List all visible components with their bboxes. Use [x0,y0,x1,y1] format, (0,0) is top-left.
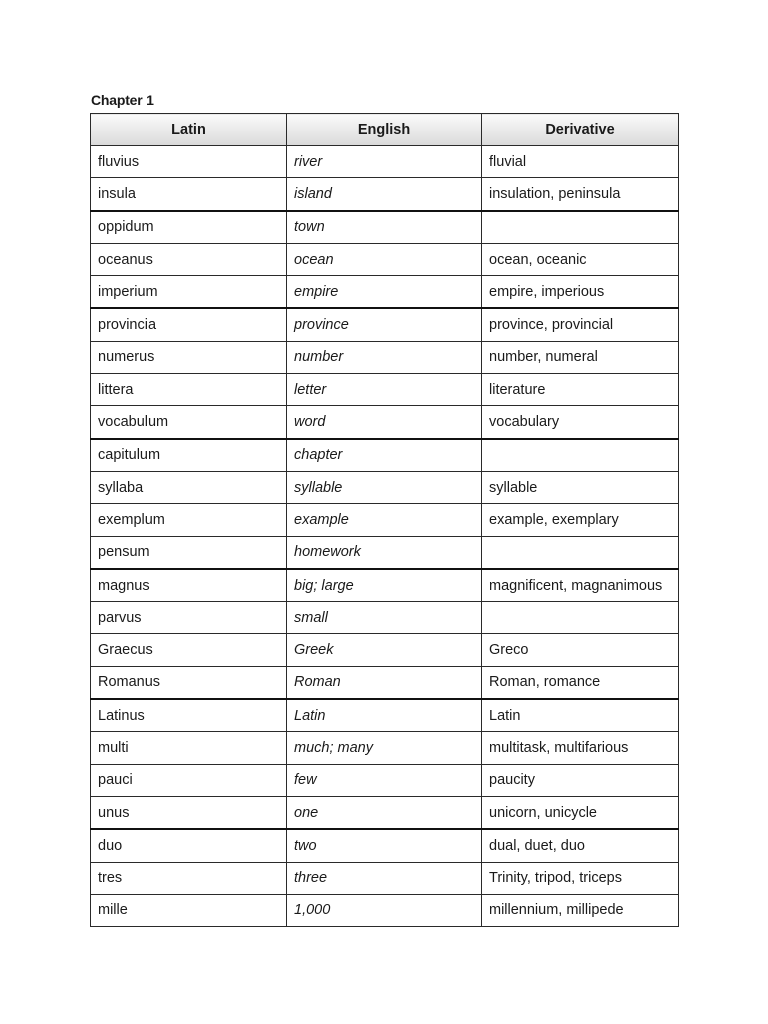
table-row [91,862,679,894]
vocabulary-rows [91,146,679,927]
derivative-cell: province, provincial [482,308,679,341]
latin-column-header: Latin [91,114,287,146]
latin-cell: imperium [91,276,287,309]
english-cell: river [287,146,482,178]
latin-cell: vocabulum [91,406,287,439]
latin-cell: magnus [91,569,287,602]
english-column-header: English [287,114,482,146]
english-cell: Latin [287,699,482,732]
english-cell: homework [287,536,482,569]
table-row [91,439,679,472]
table-row [91,504,679,536]
latin-cell: insula [91,178,287,211]
latin-cell: multi [91,732,287,764]
latin-cell: pauci [91,764,287,796]
english-cell: province [287,308,482,341]
english-cell: much; many [287,732,482,764]
latin-cell: capitulum [91,439,287,472]
vocabulary-table [90,113,679,927]
english-cell: Roman [287,666,482,699]
derivative-cell: magnificent, magnanimous [482,569,679,602]
latin-cell: tres [91,862,287,894]
english-cell: ocean [287,243,482,275]
derivative-cell: paucity [482,764,679,796]
english-cell: three [287,862,482,894]
derivative-cell: literature [482,374,679,406]
derivative-cell: Latin [482,699,679,732]
derivative-cell: Roman, romance [482,666,679,699]
english-cell: example [287,504,482,536]
english-cell: letter [287,374,482,406]
derivative-cell: Trinity, tripod, triceps [482,862,679,894]
chapter-title: Chapter 1 [91,92,154,108]
english-cell: small [287,602,482,634]
table-row [91,829,679,862]
latin-cell: oppidum [91,211,287,244]
derivative-cell [482,211,679,244]
latin-cell: numerus [91,341,287,373]
table-row [91,764,679,796]
english-cell: two [287,829,482,862]
latin-cell: Romanus [91,666,287,699]
table-row [91,243,679,275]
english-cell: big; large [287,569,482,602]
derivative-cell [482,439,679,472]
latin-cell: syllaba [91,471,287,503]
table-row [91,276,679,309]
derivative-cell: fluvial [482,146,679,178]
derivative-cell: vocabulary [482,406,679,439]
latin-cell: provincia [91,308,287,341]
latin-cell: mille [91,894,287,926]
table-row [91,211,679,244]
derivative-cell: unicorn, unicycle [482,796,679,829]
table-row [91,796,679,829]
latin-cell: Latinus [91,699,287,732]
table-row [91,699,679,732]
derivative-cell [482,602,679,634]
latin-cell: unus [91,796,287,829]
table-row [91,894,679,926]
derivative-cell: insulation, peninsula [482,178,679,211]
header-row [91,114,679,146]
latin-cell: littera [91,374,287,406]
table-row [91,536,679,569]
derivative-cell [482,536,679,569]
english-cell: island [287,178,482,211]
english-cell: few [287,764,482,796]
table-row [91,341,679,373]
table-row [91,308,679,341]
table-row [91,732,679,764]
table-row [91,374,679,406]
derivative-cell: ocean, oceanic [482,243,679,275]
derivative-cell: multitask, multifarious [482,732,679,764]
derivative-cell: dual, duet, duo [482,829,679,862]
english-cell: 1,000 [287,894,482,926]
english-cell: syllable [287,471,482,503]
latin-cell: oceanus [91,243,287,275]
latin-cell: exemplum [91,504,287,536]
derivative-cell: Greco [482,634,679,666]
latin-cell: Graecus [91,634,287,666]
derivative-cell: number, numeral [482,341,679,373]
latin-cell: duo [91,829,287,862]
table-row [91,146,679,178]
table-row [91,666,679,699]
english-cell: word [287,406,482,439]
english-cell: empire [287,276,482,309]
latin-cell: fluvius [91,146,287,178]
latin-cell: parvus [91,602,287,634]
english-cell: one [287,796,482,829]
derivative-column-header: Derivative [482,114,679,146]
derivative-cell: example, exemplary [482,504,679,536]
latin-cell: pensum [91,536,287,569]
table-row [91,569,679,602]
derivative-cell: syllable [482,471,679,503]
english-cell: chapter [287,439,482,472]
derivative-cell: empire, imperious [482,276,679,309]
table-row [91,178,679,211]
english-cell: number [287,341,482,373]
table-row [91,602,679,634]
table-row [91,471,679,503]
derivative-cell: millennium, millipede [482,894,679,926]
english-cell: town [287,211,482,244]
english-cell: Greek [287,634,482,666]
table-row [91,634,679,666]
table-row [91,406,679,439]
